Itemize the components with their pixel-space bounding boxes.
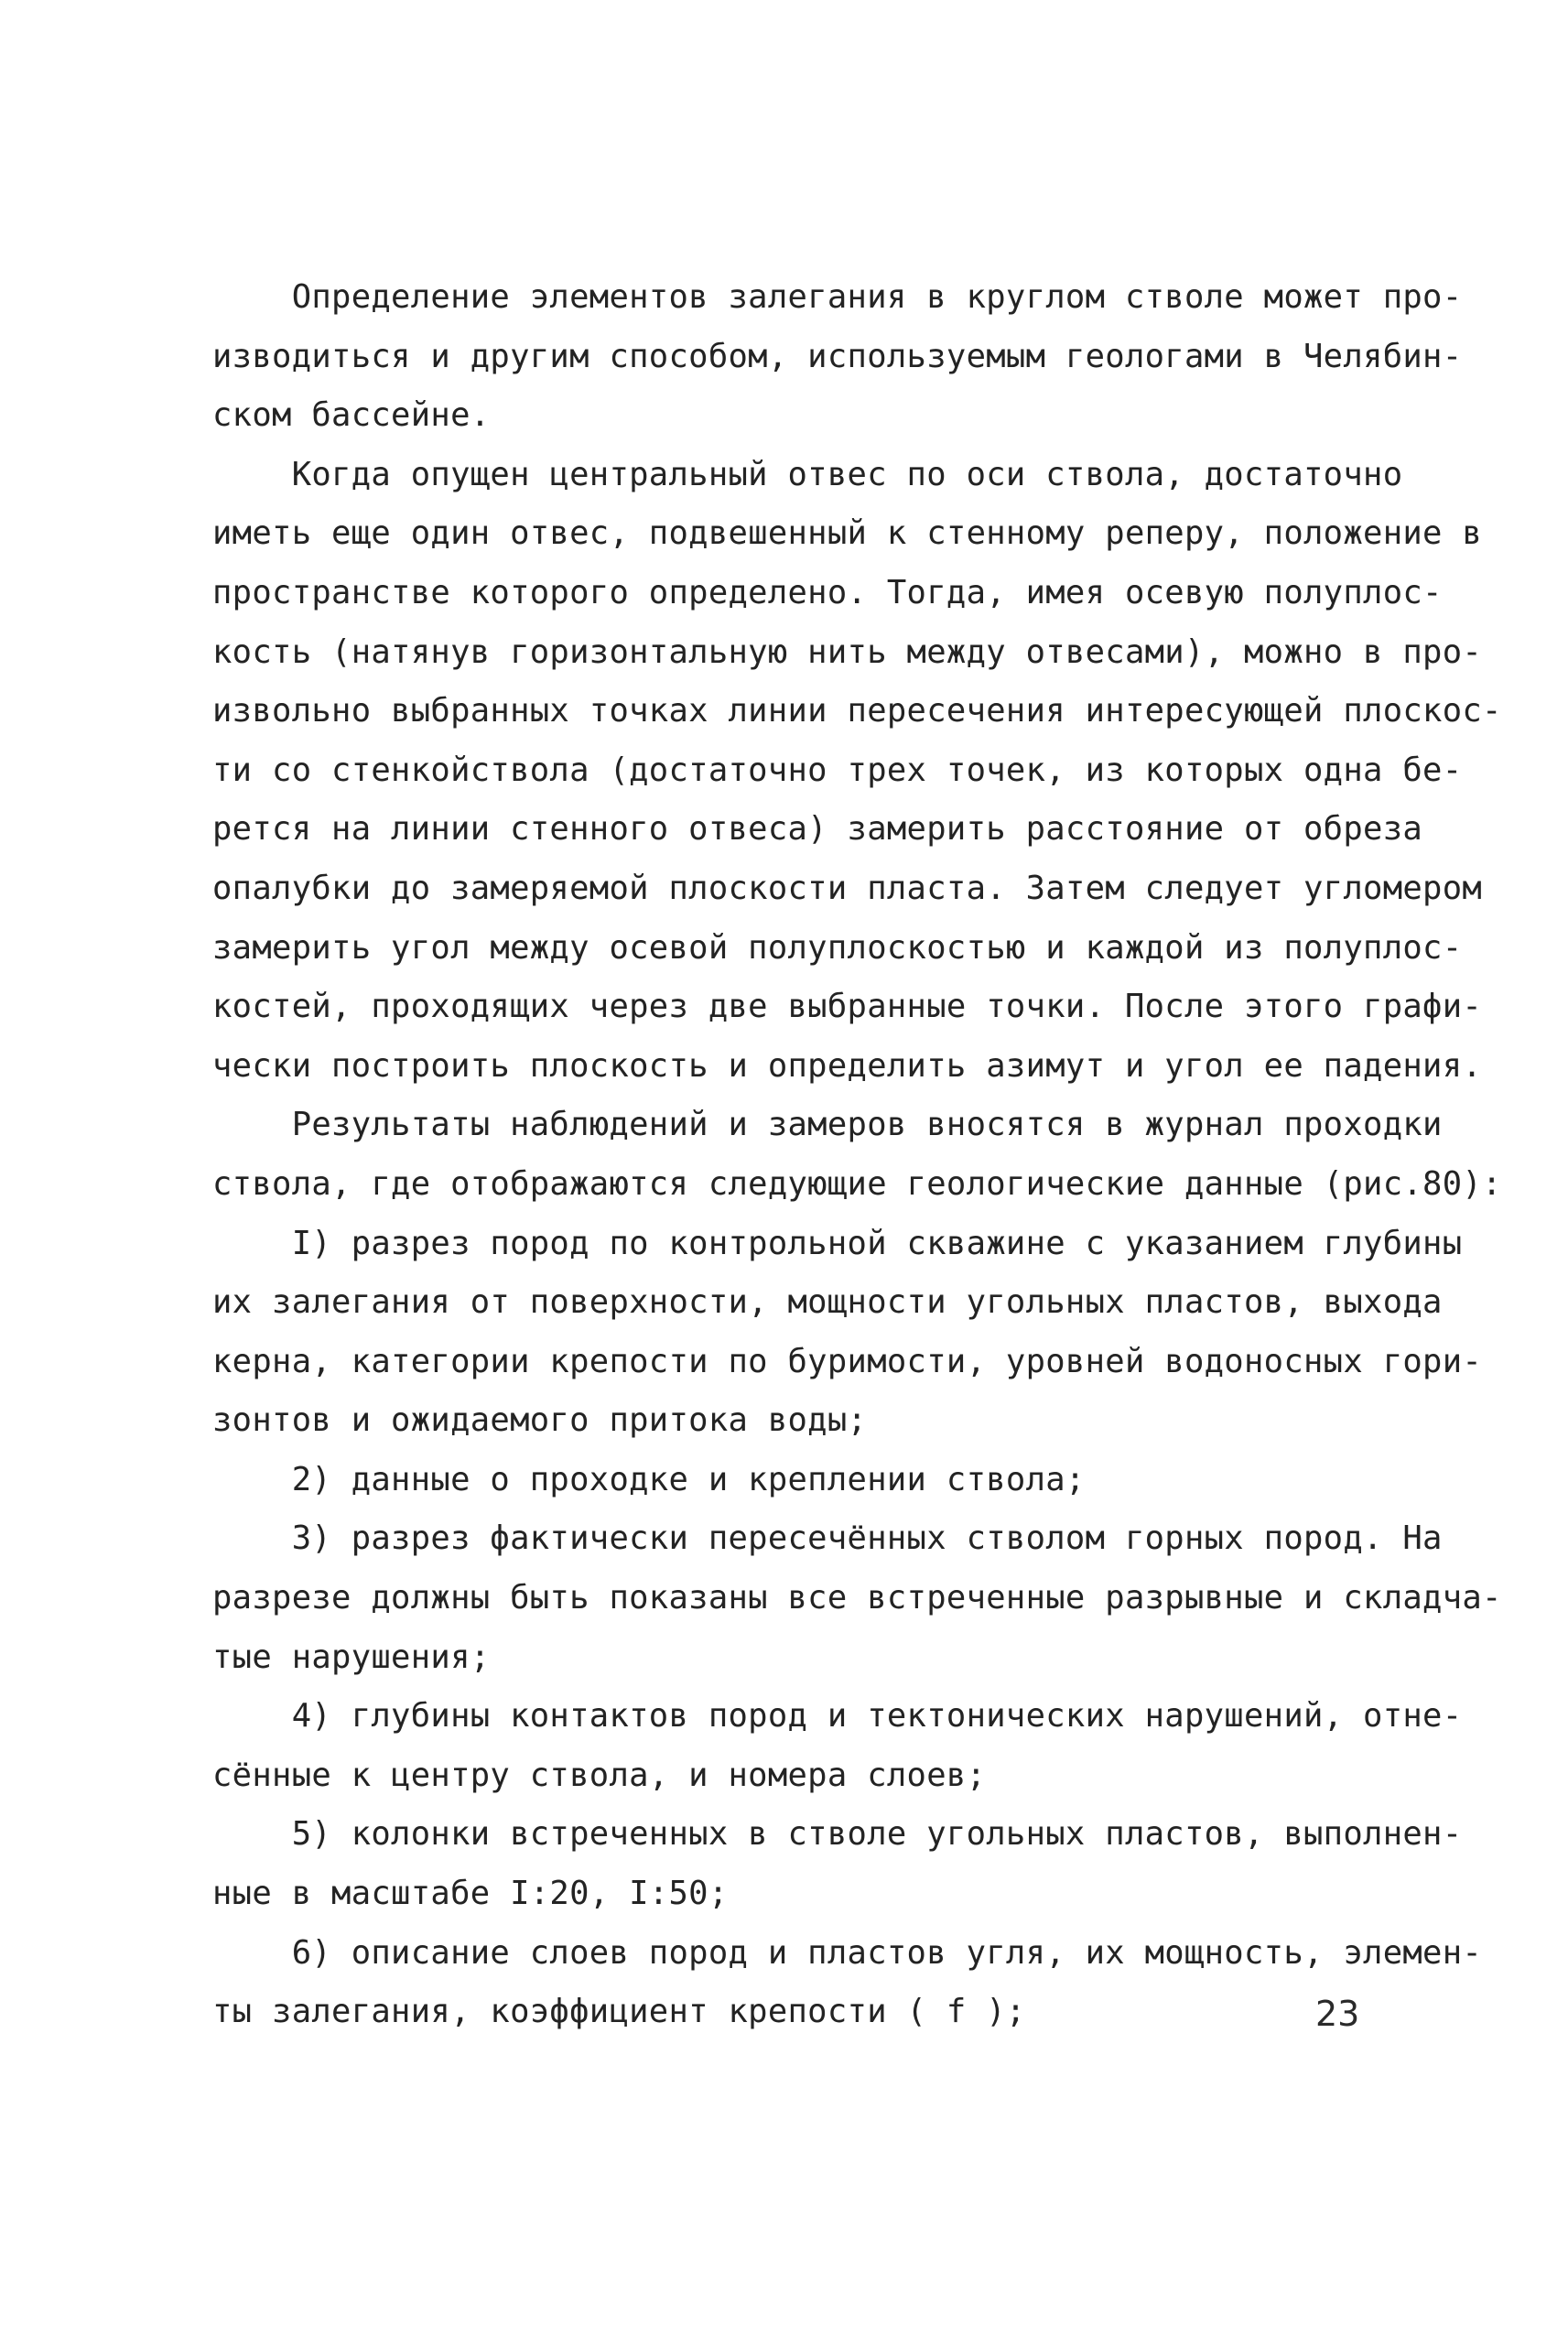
text-line: зонтов и ожидаемого притока воды; [212,1401,868,1440]
text-line: извольно выбранных точках линии пересечения интересующей плоскос- [212,692,1502,730]
text-line: 5) колонки встреченных в стволе угольных пластов, выполнен- [212,1815,1463,1854]
text-line: замерить угол между осевой полуплоскостью и каждой из полуплос- [212,928,1463,967]
text-line: I) разрез пород по контрольной скважине с указанием глубины [212,1224,1463,1262]
text-line: опалубки до замеряемой плоскости пласта. Затем следует угломером [212,869,1483,907]
text-line: иметь еще один отвес, подвешенный к стенному реперу, положение в [212,514,1483,553]
text-line: тые нарушения; [212,1638,491,1676]
text-line: ты залегания, коэффициент крепости ( f ); [212,1993,1026,2031]
text-line: сённые к центру ствола, и номера слоев; [212,1756,987,1794]
text-line: Результаты наблюдений и замеров вносятся в журнал проходки [212,1106,1443,1144]
text-line: чески построить плоскость и определить азимут и угол ее падения. [212,1046,1483,1085]
text-line: 4) глубины контактов пород и тектонических нарушений, отне- [212,1697,1463,1736]
text-line: ском бассейне. [212,396,491,435]
text-line: пространстве которого определено. Тогда, имея осевую полуплос- [212,573,1443,611]
text-line: Определение элементов залегания в круглом стволе может про- [212,278,1463,316]
text-line: ти со стенкойствола (достаточно трех точек, из которых одна бе- [212,751,1463,789]
text-line: 3) разрез фактически пересечённых стволом горных пород. На [212,1519,1443,1558]
text-line: костей, проходящих через две выбранные точки. После этого графи- [212,988,1483,1026]
text-line: ствола, где отображаются следующие геологические данные (рис.80): [212,1164,1502,1203]
text-line: 6) описание слоев пород и пластов угля, их мощность, элемен- [212,1933,1483,1972]
page-number: 23 [1315,1994,1360,2034]
text-line: Когда опущен центральный отвес по оси ствола, достаточно [212,455,1403,493]
text-line: разрезе должны быть показаны все встреченные разрывные и складча- [212,1579,1502,1617]
text-line: их залегания от поверхности, мощности угольных пластов, выхода [212,1283,1443,1322]
text-line: кость (натянув горизонтальную нить между отвесами), можно в про- [212,633,1483,671]
text-line: 2) данные о проходке и креплении ствола; [212,1460,1086,1498]
text-line: керна, категории крепости по буримости, уровней водоносных гори- [212,1342,1483,1380]
body-text [212,268,1502,2042]
text-line: рется на линии стенного отвеса) замерить расстояние от обреза [212,810,1423,849]
text-line: ные в масштабе I:20, I:50; [212,1875,729,1913]
text-line: изводиться и другим способом, используемым геологами в Челябин- [212,337,1463,375]
